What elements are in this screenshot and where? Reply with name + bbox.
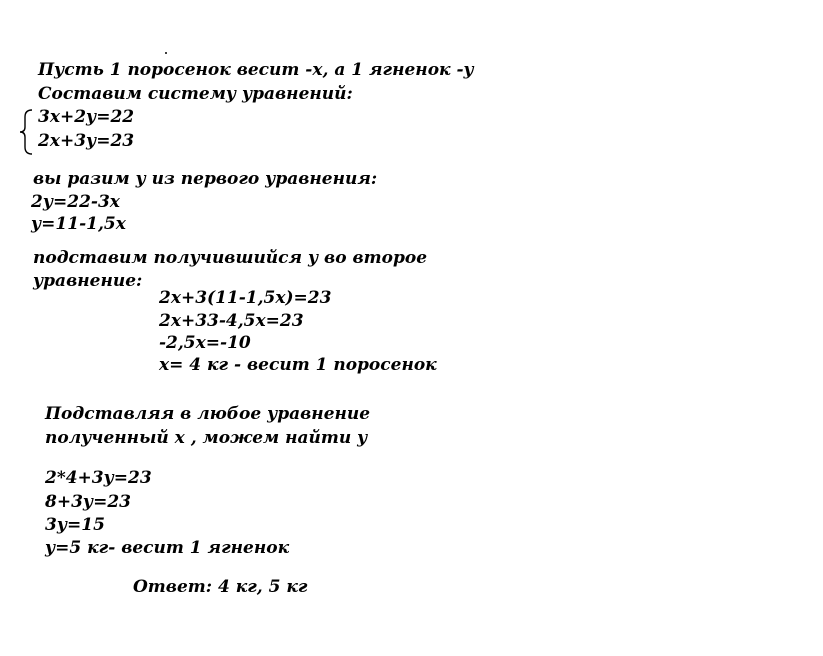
system-equation-1: 3х+2у=22 xyxy=(38,107,135,127)
substitute-heading-line-1: подставим получившийся у во второе xyxy=(33,248,428,268)
substitute-step-1: 2х+3(11-1,5х)=23 xyxy=(159,288,332,308)
answer: Ответ: 4 кг, 5 кг xyxy=(133,577,308,597)
intro-line-2: Составим систему уравнений: xyxy=(38,84,353,104)
express-step-2: у=11-1,5х xyxy=(31,214,126,234)
express-step-1: 2у=22-3х xyxy=(31,192,120,212)
find-y-step-1: 2*4+3у=23 xyxy=(45,468,152,488)
find-y-step-3: 3у=15 xyxy=(45,515,105,535)
substitute-heading-line-2: уравнение: xyxy=(33,271,143,291)
find-y-heading-line-1: Подставляя в любое уравнение xyxy=(45,404,371,424)
intro-line-1: Пусть 1 поросенок весит -х, а 1 ягненок -у xyxy=(38,60,474,80)
system-equation-2: 2х+3у=23 xyxy=(38,131,135,151)
substitute-step-4: х= 4 кг - весит 1 поросенок xyxy=(159,355,437,375)
find-y-step-4: у=5 кг- весит 1 ягненок xyxy=(45,538,290,558)
find-y-step-2: 8+3у=23 xyxy=(45,492,131,512)
find-y-heading-line-2: полученный х , можем найти у xyxy=(45,428,368,448)
system-brace-icon xyxy=(18,109,36,155)
stray-dot xyxy=(165,52,167,54)
substitute-step-2: 2х+33-4,5х=23 xyxy=(159,311,304,331)
substitute-step-3: -2,5х=-10 xyxy=(159,333,251,353)
express-heading: вы разим у из первого уравнения: xyxy=(33,169,378,189)
